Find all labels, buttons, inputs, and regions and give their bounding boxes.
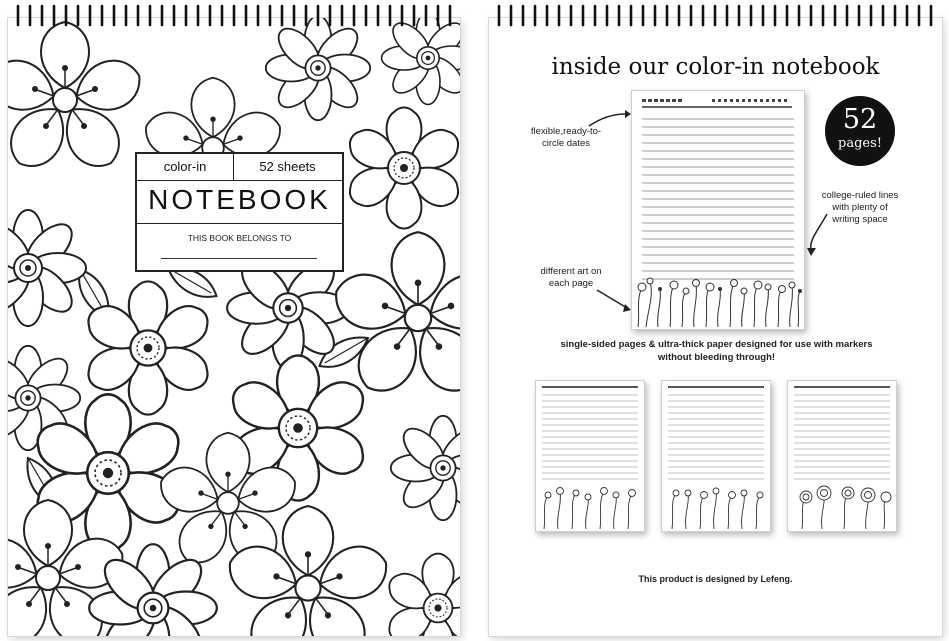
sample-page-small-1 xyxy=(535,380,645,532)
curved-arrow-icon xyxy=(489,18,942,636)
belongs-to-label: THIS BOOK BELONGS TO xyxy=(187,233,292,243)
flower-pattern-icon xyxy=(8,18,460,636)
ruled-page-icon xyxy=(536,381,644,531)
showcase-heading: inside our color-in notebook xyxy=(551,54,880,80)
label-top-row xyxy=(137,154,342,181)
spiral-binding-icon xyxy=(489,0,942,30)
name-write-line xyxy=(161,258,317,259)
interior-showcase-page xyxy=(489,18,942,636)
label-sheet-count: 52 sheets xyxy=(259,159,316,174)
label-color-in: color-in xyxy=(137,154,234,180)
callout-ruled: college-ruled lines with plenty of writing space xyxy=(821,190,899,225)
paper-quality-note: single-sided pages & ultra-thick paper designed for use with markers without bleeding through! xyxy=(560,339,873,363)
callout-art: different art on each page xyxy=(540,266,602,289)
callout-dates: flexible,ready-to-circle dates xyxy=(530,126,602,149)
sample-page-small-2 xyxy=(661,380,771,532)
sample-page-small-3 xyxy=(787,380,897,532)
badge-number: 52 xyxy=(842,104,878,135)
notebook-cover xyxy=(8,18,460,636)
ruled-page-icon xyxy=(662,381,770,531)
cover-title: NOTEBOOK xyxy=(148,184,331,215)
label-divider xyxy=(137,223,342,224)
badge-text: pages! xyxy=(838,136,882,151)
ruled-page-icon xyxy=(788,381,896,531)
spiral-binding-icon xyxy=(8,0,460,30)
designer-credit: This product is designed by Lefeng. xyxy=(638,574,793,584)
cover-label-box xyxy=(135,152,344,272)
